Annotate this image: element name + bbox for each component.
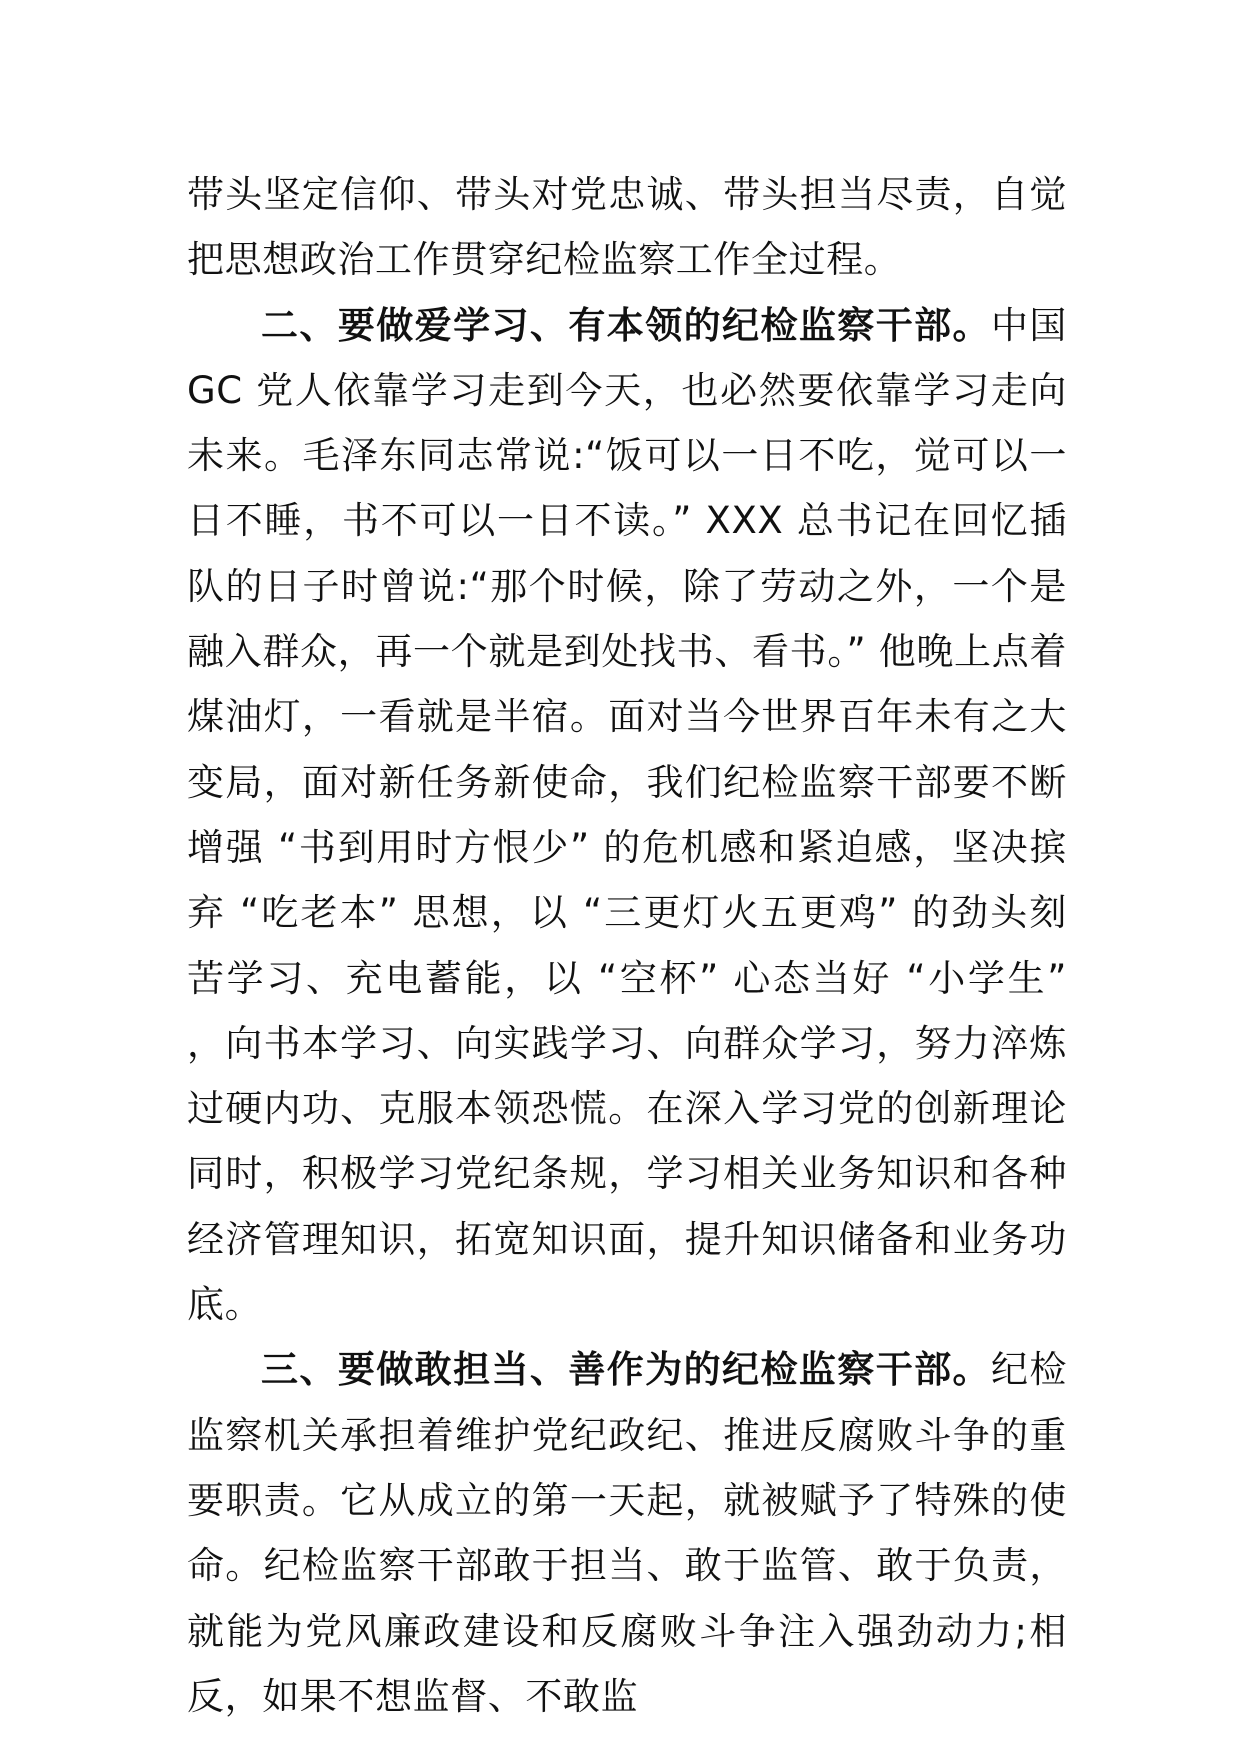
paragraph-text: 纪检监察机关承担着维护党纪政纪、推进反腐败斗争的重要职责。它从成立的第一天起，就被赋予了特殊的使命。纪检监察干部敢于担当、敢于监管、敢于负责，就能为党风廉政建设和反腐败斗争注入强劲动力;相反，如果不想监督、不敢监 (187, 1348, 1068, 1718)
paragraph-section-three (187, 1337, 1067, 1729)
section-heading-three: 三、要做敢担当、善作为的纪检监察干部。 (261, 1348, 991, 1392)
section-heading-two: 二、要做爱学习、有本领的纪检监察干部。 (261, 303, 991, 347)
document-body (187, 162, 1067, 1729)
paragraph-section-two (187, 293, 1067, 1338)
paragraph-continued (187, 162, 1067, 293)
paragraph-text: 中国 GC 党人依靠学习走到今天，也必然要依靠学习走向未来。毛泽东同志常说:“饭可以一日不吃，觉可以一日不睡，书不可以一日不读。” XXX 总书记在回忆插队的日子时曾说:“那个时候，除了劳动之外，一个是融入群众，再一个就是到处找书、看书。” 他晚上点着煤油灯，一看就是半宿。面对当今世界百年未有之大变局，面对新任务新使命，我们纪检监察干部要不断增强 “书到用时方恨少” 的危机感和紧迫感，坚决摈弃 “吃老本” 思想，以 “三更灯火五更鸡” 的劲头刻苦学习、充电蓄能，以 “空杯” 心态当好 “小学生” ，向书本学习、向实践学习、向群众学习，努力淬炼过硬内功、克服本领恐慌。在深入学习党的创新理论同时，积极学习党纪条规，学习相关业务知识和各种经济管理知识，拓宽知识面，提升知识储备和业务功底。 (187, 303, 1068, 1327)
paragraph-text: 带头坚定信仰、带头对党忠诚、带头担当尽责，自觉把思想政治工作贯穿纪检监察工作全过程。 (187, 173, 1067, 282)
